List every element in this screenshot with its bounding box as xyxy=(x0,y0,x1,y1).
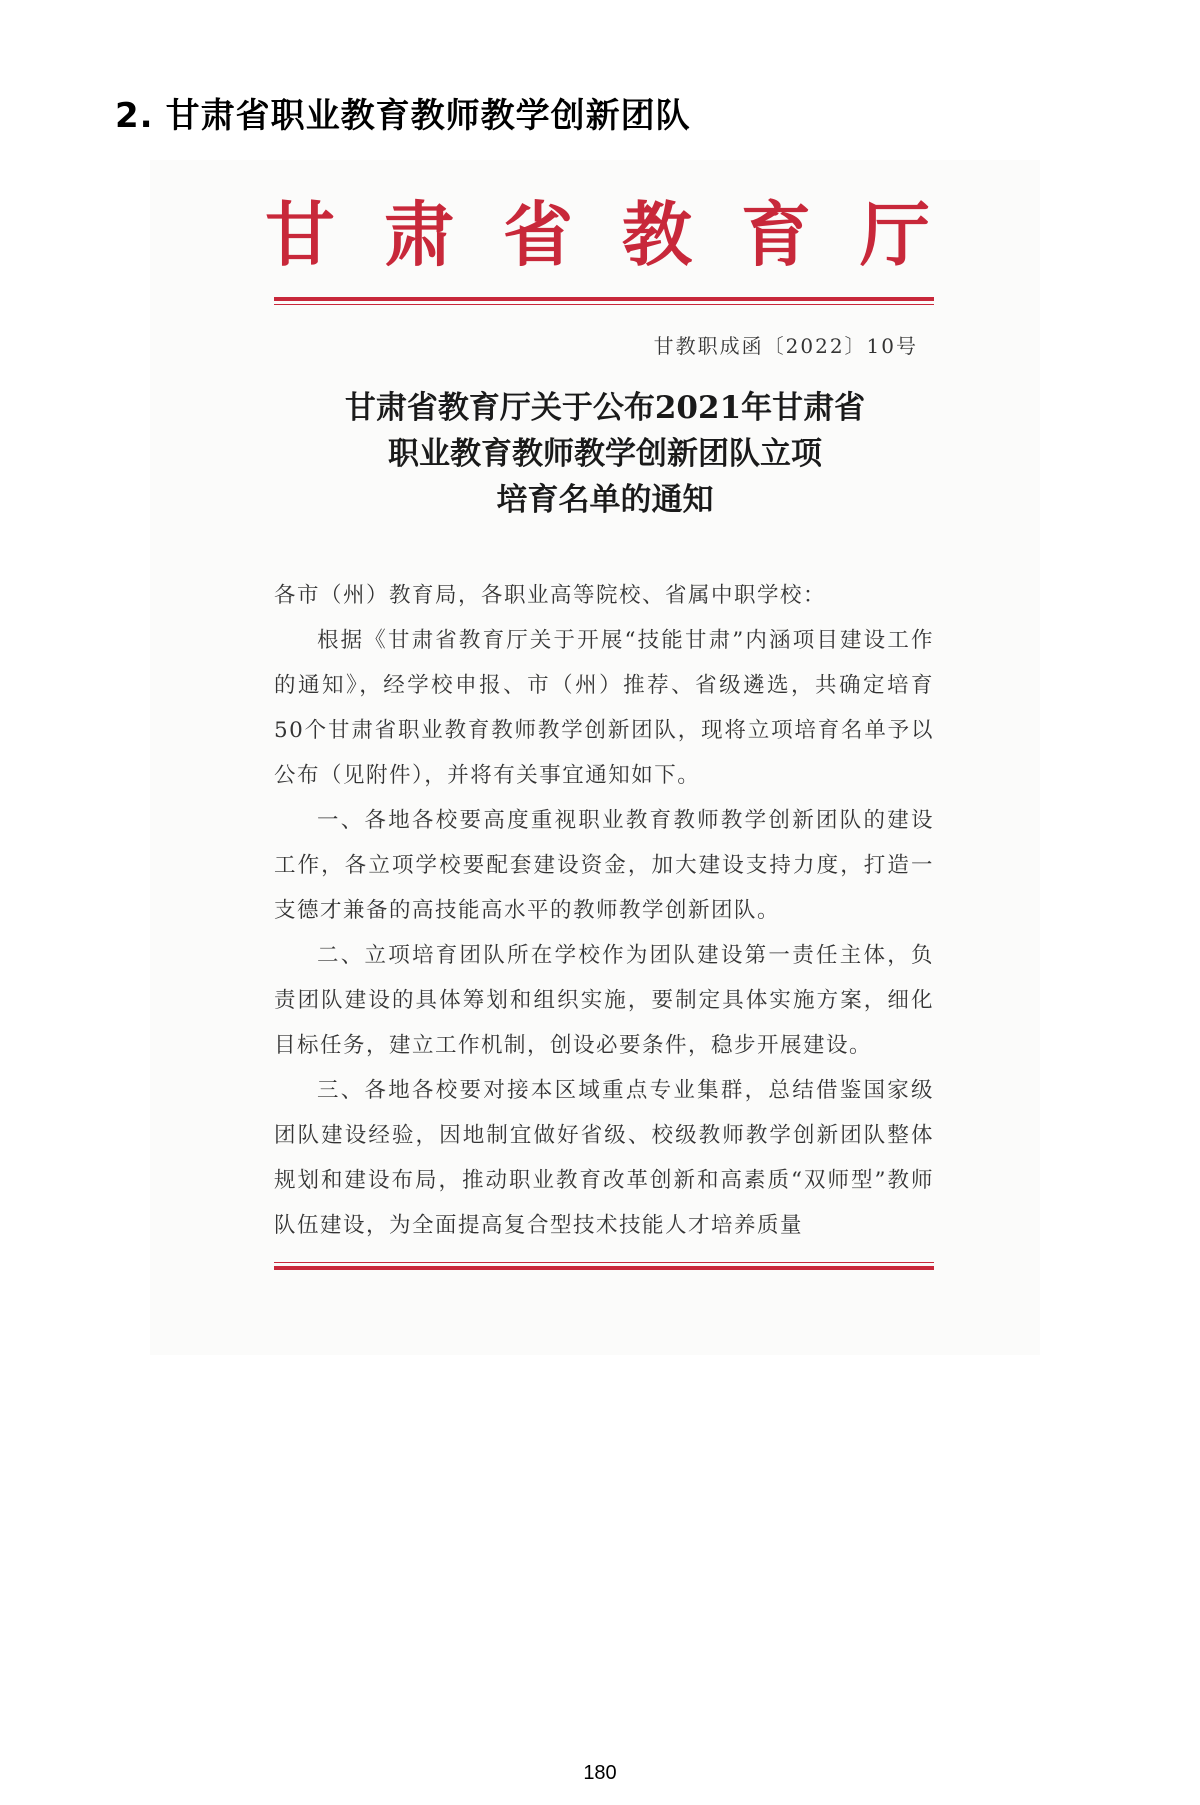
issuer-char: 甘 xyxy=(265,193,335,276)
title-line: 甘肃省教育厅关于公布2021年甘肃省 xyxy=(344,390,866,426)
title-line: 培育名单的通知 xyxy=(496,482,714,518)
title-line: 职业教育教师教学创新团队立项 xyxy=(388,436,822,472)
scanned-document xyxy=(150,160,1040,1355)
issuer-char: 教 xyxy=(622,193,692,276)
issuer-char: 省 xyxy=(503,193,573,276)
footer-red-rule xyxy=(274,1262,934,1270)
document-title xyxy=(240,385,970,523)
issuer-char: 厅 xyxy=(860,193,930,276)
document-number: 甘教职成函〔2022〕10号 xyxy=(653,334,918,358)
section-title: 甘肃省职业教育教师教学创新团队 xyxy=(165,96,691,136)
salutation: 各市（州）教育局，各职业高等院校、省属中职学校： xyxy=(274,583,827,608)
header-red-rule xyxy=(274,297,934,305)
issuer-header xyxy=(265,193,930,276)
body-paragraph: 二、立项培育团队所在学校作为团队建设第一责任主体，负责团队建设的具体筹划和组织实施，要制定具体实施方案，细化目标任务，建立工作机制，创设必要条件，稳步开展建设。 xyxy=(274,943,934,1058)
issuer-char: 肃 xyxy=(384,193,454,276)
section-heading xyxy=(115,88,691,137)
page-number: 180 xyxy=(583,1762,617,1784)
section-number: 2. xyxy=(115,96,154,136)
document-body xyxy=(274,573,934,1248)
issuer-char: 育 xyxy=(741,193,811,276)
body-paragraph: 根据《甘肃省教育厅关于开展“技能甘肃”内涵项目建设工作的通知》，经学校申报、市（州）推荐、省级遴选，共确定培育50个甘肃省职业教育教师教学创新团队，现将立项培育名单予以公布（见附件），并将有关事宜通知如下。 xyxy=(274,628,934,788)
body-paragraph: 三、各地各校要对接本区域重点专业集群，总结借鉴国家级团队建设经验，因地制宜做好省级、校级教师教学创新团队整体规划和建设布局，推动职业教育改革创新和高素质“双师型”教师队伍建设，为全面提高复合型技术技能人才培养质量 xyxy=(274,1078,934,1238)
body-paragraph: 一、各地各校要高度重视职业教育教师教学创新团队的建设工作，各立项学校要配套建设资金，加大建设支持力度，打造一支德才兼备的高技能高水平的教师教学创新团队。 xyxy=(274,808,934,923)
